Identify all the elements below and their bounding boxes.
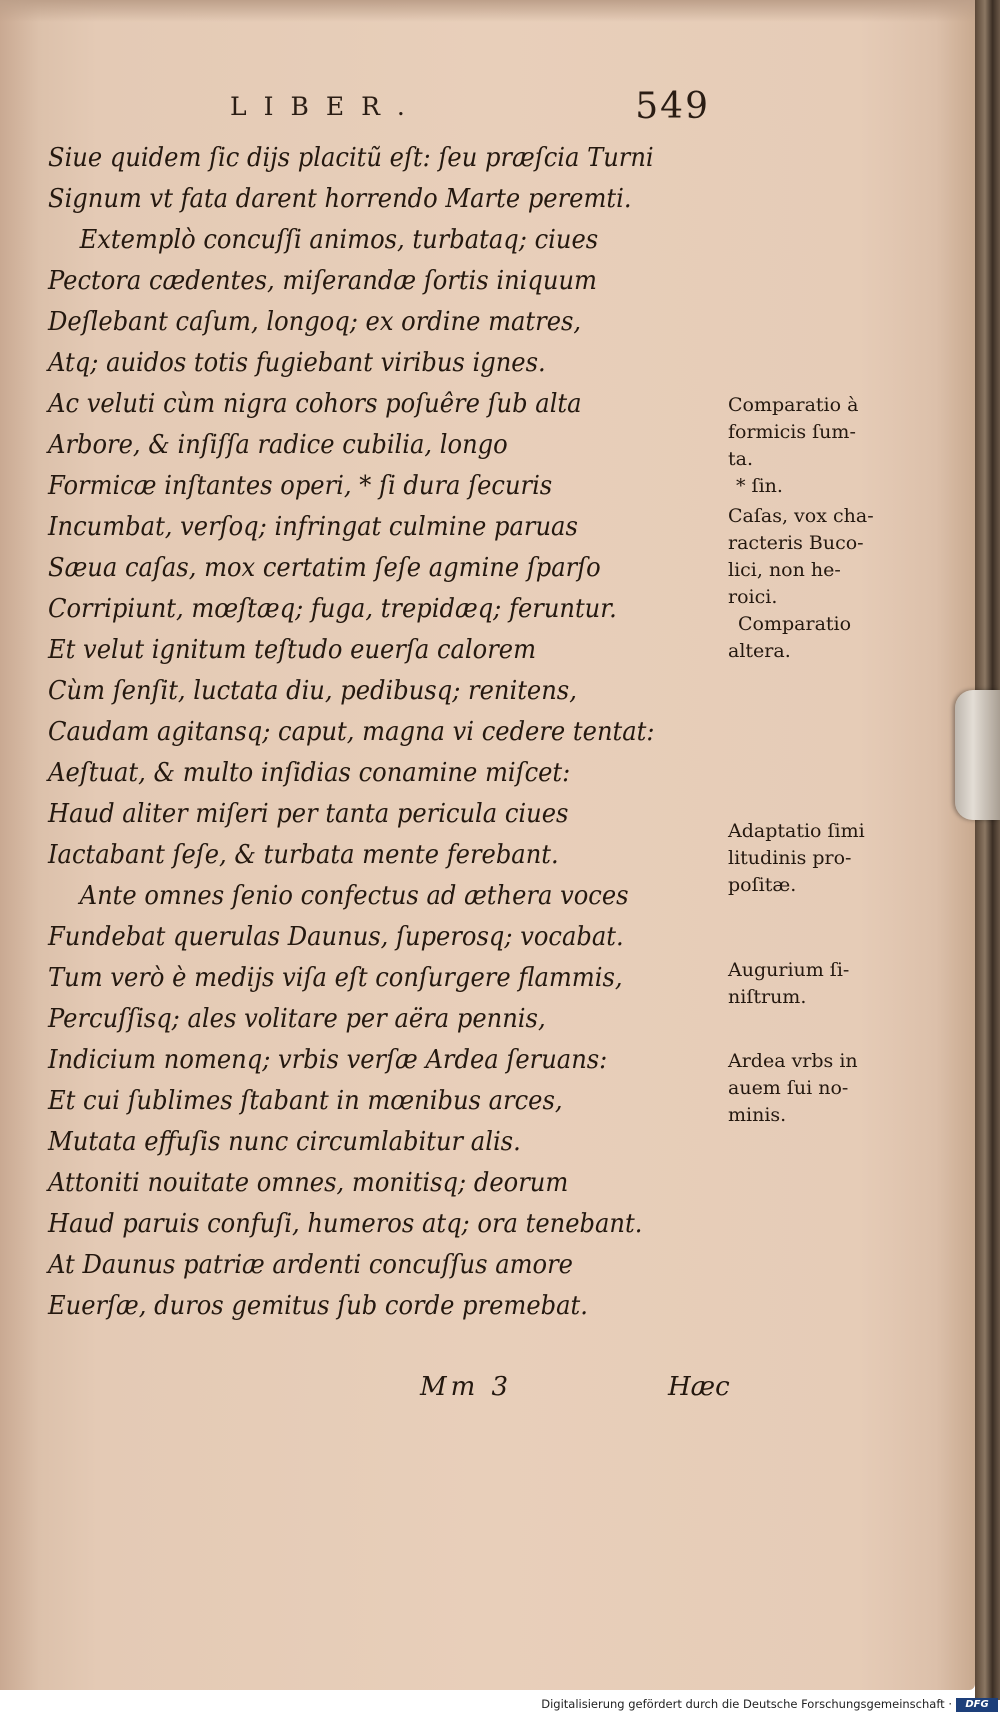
note-line: litudinis pro-	[728, 847, 852, 869]
marginal-note	[728, 611, 908, 665]
page-header	[230, 86, 720, 132]
note-line: niſtrum.	[728, 986, 807, 1008]
verse-line: Tum verò è medijs viſa eſt conſurgere flammis,	[48, 963, 623, 993]
marginal-note	[728, 1048, 908, 1129]
verse-line: Signum vt fata darent horrendo Marte peremti.	[48, 184, 632, 214]
verse-line: Incumbat, verſoq; infringat culmine paruas	[48, 512, 578, 542]
verse-line: Percuſſisq; ales volitare per aëra pennis,	[48, 1004, 546, 1034]
verse-line: Deſlebant caſum, longoq; ex ordine matres,	[48, 307, 582, 337]
dfg-logo: DFG	[956, 1698, 998, 1712]
catchword: Hæc	[668, 1372, 730, 1402]
verse-line: Iactabant ſeſe, & turbata mente ferebant.	[48, 840, 559, 870]
page-number: 549	[635, 86, 710, 127]
verse-line: Haud aliter miſeri per tanta pericula ciues	[48, 799, 569, 829]
verse-line: Ac veluti cùm nigra cohors poſuêre ſub alta	[48, 389, 582, 419]
book-edge	[975, 0, 1000, 1700]
note-line: Comparatio à	[728, 394, 859, 416]
note-line: * ſin.	[736, 475, 783, 497]
marginal-note	[728, 818, 908, 899]
note-line: poſitæ.	[728, 874, 797, 896]
note-line: lici, non he-	[728, 559, 841, 581]
note-line: Caſas, vox cha-	[728, 505, 874, 527]
note-line: altera.	[728, 640, 791, 662]
note-line: ta.	[728, 448, 754, 470]
verse-line: Haud paruis confuſi, humeros atq; ora tenebant.	[48, 1209, 643, 1239]
verse-line: Arbore, & inſiſſa radice cubilia, longo	[48, 430, 508, 460]
note-line: Adaptatio ſimi	[728, 820, 865, 842]
verse-line: Sæua caſas, mox certatim ſeſe agmine ſparſo	[48, 553, 601, 583]
verse-line: Formicæ inſtantes operi, * ſi dura ſecuris	[48, 471, 553, 501]
digitization-credit: Digitalisierung gefördert durch die Deutsche Forschungsgemeinschaft ·	[541, 1697, 952, 1711]
verse-line: Extemplò concuſſi animos, turbataq; ciues	[79, 225, 599, 255]
verse-line: At Daunus patriæ ardenti concuſſus amore	[48, 1250, 573, 1280]
verse-text-block	[48, 138, 728, 1327]
note-line: auem ſui no-	[728, 1077, 849, 1099]
running-title: LIBER.	[230, 92, 422, 121]
verse-line: Indicium nomenq; vrbis verſæ Ardea ſeruans:	[48, 1045, 608, 1075]
verse-line: Aeſtuat, & multo inſidias conamine miſcet:	[48, 758, 571, 788]
page-tab	[955, 690, 1000, 820]
marginal-note	[728, 957, 908, 1011]
verse-line: Siue quidem ſic dijs placitũ eſt: ſeu præſcia Turni	[48, 143, 654, 173]
note-line: formicis ſum-	[728, 421, 856, 443]
note-line: Comparatio	[738, 613, 852, 635]
signature-mark: Mm 3	[420, 1372, 513, 1402]
verse-line: Pectora cædentes, miſerandæ ſortis iniquum	[48, 266, 597, 296]
note-line: Ardea vrbs in	[728, 1050, 858, 1072]
verse-line: Mutata effuſis nunc circumlabitur alis.	[48, 1127, 521, 1157]
marginal-note	[728, 392, 908, 473]
verse-line: Cùm ſenſit, luctata diu, pedibusq; renitens,	[48, 676, 577, 706]
note-line: roici.	[728, 586, 778, 608]
note-line: minis.	[728, 1104, 787, 1126]
verse-line: Fundebat querulas Daunus, ſuperosq; vocabat.	[48, 922, 624, 952]
marginal-note	[728, 503, 908, 611]
verse-line: Ante omnes ſenio confectus ad æthera voces	[79, 881, 629, 911]
verse-line: Corripiunt, mœſtæq; fuga, trepidæq; feruntur.	[48, 594, 617, 624]
verse-line: Atq; auidos totis fugiebant viribus ignes.	[48, 348, 546, 378]
note-line: racteris Buco-	[728, 532, 864, 554]
note-line: Augurium ſi-	[728, 959, 850, 981]
verse-line: Euerſæ, duros gemitus ſub corde premebat.	[48, 1291, 588, 1321]
verse-line: Et cui ſublimes ſtabant in mœnibus arces,	[48, 1086, 563, 1116]
verse-line: Et velut ignitum teſtudo euerſa calorem	[48, 635, 537, 665]
verse-line: Caudam agitansq; caput, magna vi cedere tentat:	[48, 717, 655, 747]
marginal-note	[728, 473, 908, 500]
verse-line: Attoniti nouitate omnes, monitisq; deorum	[48, 1168, 569, 1198]
